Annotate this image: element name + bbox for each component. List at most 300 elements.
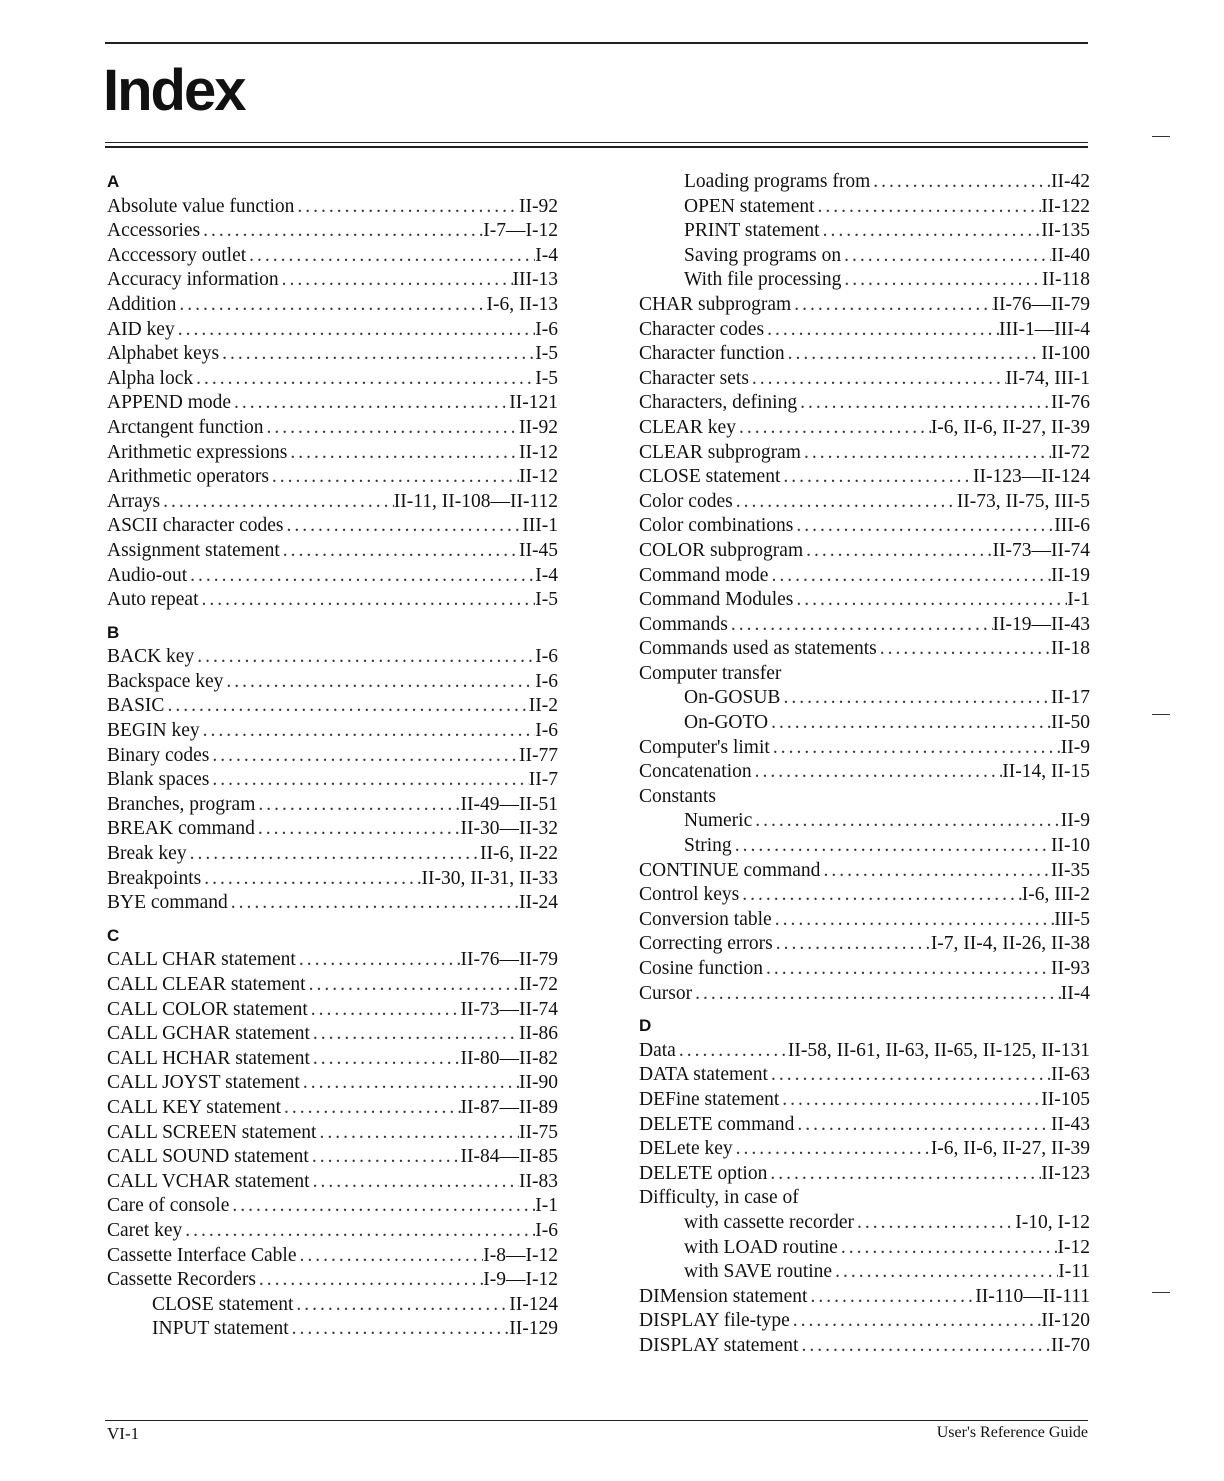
index-entry (107, 1170, 558, 1195)
index-entry (639, 957, 1090, 982)
dot-leader (780, 686, 1051, 711)
index-entry (639, 662, 1090, 687)
index-term: Arrays (107, 490, 161, 512)
index-page-ref: II-123—II-124 (973, 466, 1090, 488)
index-page-ref: I-7—I-12 (483, 220, 558, 242)
index-term: Computer transfer (639, 662, 782, 684)
section-letter: A (107, 172, 120, 191)
index-entry (639, 318, 1090, 343)
top-rule (105, 42, 1088, 44)
dot-leader (870, 170, 1051, 195)
index-entry (107, 219, 558, 244)
index-subentry (639, 219, 1090, 244)
index-entry (107, 842, 558, 867)
index-page-ref: I-6 (535, 670, 558, 692)
index-column-left (107, 170, 558, 1342)
index-entry (639, 760, 1090, 785)
index-page-ref: I-1 (1067, 589, 1090, 611)
index-page-ref: III-1—III-4 (999, 318, 1090, 340)
index-page-ref: II-73, II-75, III-5 (956, 490, 1090, 512)
dot-leader (785, 342, 1042, 367)
index-page-ref: II-11, II-108—II-112 (393, 490, 558, 512)
dot-leader (877, 637, 1051, 662)
index-page-ref: II-9 (1060, 810, 1090, 832)
index-entry (107, 195, 558, 220)
index-entry (639, 859, 1090, 884)
index-entry (107, 817, 558, 842)
index-subentry (639, 1211, 1090, 1236)
index-term: Audio-out (107, 564, 188, 586)
dot-leader (793, 588, 1067, 613)
dot-leader (231, 391, 509, 416)
dot-leader (279, 268, 513, 293)
index-term: ASCII character codes (107, 515, 284, 537)
index-entry (107, 891, 558, 916)
index-term: OPEN statement (684, 195, 815, 217)
index-entry (107, 1268, 558, 1293)
index-entry (107, 1244, 558, 1269)
index-term: BACK key (107, 646, 195, 668)
index-page-ref: II-2 (528, 695, 558, 717)
index-page-ref: II-110—II-111 (975, 1285, 1090, 1307)
index-page-ref: II-80—II-82 (460, 1047, 558, 1069)
index-page-ref: I-6 (535, 1219, 558, 1241)
index-page-ref: I-5 (535, 367, 558, 389)
index-page-ref: II-42 (1051, 171, 1090, 192)
index-term: BEGIN key (107, 720, 200, 742)
index-page-ref: II-83 (519, 1170, 558, 1192)
index-entry (107, 342, 558, 367)
index-term: BYE command (107, 892, 228, 914)
index-page-ref: III-13 (512, 269, 558, 291)
index-entry (107, 490, 558, 515)
index-term: DIMension statement (639, 1285, 808, 1307)
index-entry (639, 539, 1090, 564)
index-subentry (639, 809, 1090, 834)
dot-leader (791, 293, 992, 318)
index-term: with SAVE routine (684, 1261, 833, 1283)
index-term: Characters, defining (639, 392, 798, 414)
index-term: Character function (639, 343, 785, 365)
index-page-ref: II-118 (1041, 269, 1090, 291)
dot-leader (794, 1113, 1051, 1138)
dot-leader (316, 1121, 519, 1146)
dot-leader (200, 719, 536, 744)
index-page-ref: III-5 (1054, 908, 1090, 930)
dot-leader (294, 195, 519, 220)
index-term: Cursor (639, 982, 693, 1004)
index-subentry (639, 686, 1090, 711)
index-term: Commands used as statements (639, 638, 877, 660)
dot-leader (293, 1293, 509, 1318)
index-term: On-GOSUB (684, 687, 781, 709)
index-term: with LOAD routine (684, 1236, 838, 1258)
index-term: Correcting errors (639, 933, 773, 955)
index-entry (107, 416, 558, 441)
index-term: Acccessory outlet (107, 244, 247, 266)
index-term: Character sets (639, 367, 749, 389)
index-entry (107, 768, 558, 793)
index-entry (639, 564, 1090, 589)
index-column-right (639, 170, 1090, 1359)
index-term: CLOSE statement (639, 466, 781, 488)
dot-leader (296, 948, 461, 973)
dot-leader (854, 1211, 1015, 1236)
index-term: DELETE option (639, 1162, 768, 1184)
index-term: APPEND mode (107, 392, 232, 414)
index-term: Arithmetic operators (107, 466, 269, 488)
index-page-ref: II-100 (1041, 343, 1090, 365)
index-term: BREAK command (107, 818, 255, 840)
dot-leader (255, 817, 461, 842)
index-entry (639, 441, 1090, 466)
dot-leader (187, 564, 535, 589)
dot-leader (194, 645, 535, 670)
index-page-ref: I-4 (535, 564, 558, 586)
index-entry (639, 391, 1090, 416)
index-page-ref: II-105 (1041, 1088, 1090, 1110)
index-entry (639, 367, 1090, 392)
index-entry (107, 1121, 558, 1146)
index-page-ref: II-73—II-74 (992, 539, 1090, 561)
dot-leader (803, 539, 992, 564)
index-term: Command mode (639, 564, 769, 586)
index-page-ref: I-12 (1057, 1236, 1090, 1258)
index-entry (639, 1063, 1090, 1088)
dot-leader (793, 514, 1054, 539)
index-entry (107, 998, 558, 1023)
index-term: Alpha lock (107, 367, 194, 389)
dot-leader (749, 367, 1006, 392)
dot-leader (770, 736, 1061, 761)
index-entry (107, 1145, 558, 1170)
index-page-ref: III-1 (522, 515, 558, 537)
index-entry (107, 694, 558, 719)
index-page-ref: II-122 (1041, 195, 1090, 217)
dot-leader (733, 490, 957, 515)
index-page-ref: II-18 (1051, 638, 1090, 660)
index-entry (639, 1137, 1090, 1162)
index-term: Cassette Interface Cable (107, 1244, 297, 1266)
index-page-ref: II-43 (1051, 1113, 1090, 1135)
dot-leader (767, 1162, 1041, 1187)
index-entry (107, 268, 558, 293)
margin-mark (1152, 714, 1170, 715)
index-page-ref: II-19 (1051, 564, 1090, 586)
index-term: CHAR subprogram (639, 293, 792, 315)
index-entry (107, 244, 558, 269)
dot-leader (773, 932, 931, 957)
dot-leader (264, 416, 520, 441)
index-page-ref: II-74, III-1 (1005, 367, 1090, 389)
index-page-ref: II-92 (519, 195, 558, 217)
index-page-ref: II-129 (509, 1318, 558, 1340)
index-page-ref: I-6, II-6, II-27, II-39 (930, 416, 1090, 438)
index-entry (639, 1186, 1090, 1211)
dot-leader (306, 973, 519, 998)
index-entry (107, 1219, 558, 1244)
index-page-ref: I-7, II-4, II-26, II-38 (930, 933, 1090, 955)
index-entry (639, 883, 1090, 908)
index-entry (639, 465, 1090, 490)
index-term: DATA statement (639, 1064, 768, 1086)
index-entry (107, 588, 558, 613)
dot-leader (182, 1219, 535, 1244)
index-term: DISPLAY statement (639, 1334, 799, 1356)
dot-leader (280, 539, 519, 564)
index-term: Breakpoints (107, 867, 202, 889)
index-page-ref: I-6, III-2 (1021, 884, 1090, 906)
index-term: Branches, program (107, 793, 256, 815)
index-page-ref: II-50 (1051, 712, 1090, 734)
index-term: CONTINUE command (639, 859, 821, 881)
index-page-ref: II-63 (1051, 1064, 1090, 1086)
index-term: Computer's limit (639, 736, 770, 758)
index-term: DEFine statement (639, 1088, 780, 1110)
index-page-ref: II-76 (1051, 392, 1090, 414)
page-number: VI-1 (107, 1424, 140, 1443)
dot-leader (732, 834, 1051, 859)
index-entry (639, 908, 1090, 933)
index-page-ref: I-4 (535, 244, 558, 266)
index-page-ref: II-45 (519, 539, 558, 561)
dot-leader (201, 867, 421, 892)
margin-mark (1152, 1292, 1170, 1293)
index-term: Blank spaces (107, 769, 210, 791)
index-page-ref: II-19—II-43 (992, 613, 1090, 635)
index-entry (639, 1309, 1090, 1334)
dot-leader (768, 711, 1051, 736)
dot-leader (807, 1285, 975, 1310)
dot-leader (209, 768, 528, 793)
index-subentry (639, 834, 1090, 859)
index-term: CALL GCHAR statement (107, 1023, 310, 1045)
index-entry (639, 1113, 1090, 1138)
index-term: CALL COLOR statement (107, 998, 308, 1020)
title-double-rule (105, 142, 1088, 148)
index-entry (107, 1071, 558, 1096)
index-entry (107, 441, 558, 466)
index-entry (107, 867, 558, 892)
dot-leader (779, 1088, 1041, 1113)
dot-leader (772, 908, 1055, 933)
dot-leader (752, 760, 1003, 785)
dot-leader (310, 1022, 519, 1047)
dot-leader (193, 367, 535, 392)
index-page-ref: I-6 (535, 646, 558, 668)
index-term: Saving programs on (684, 244, 842, 266)
index-term: CALL HCHAR statement (107, 1047, 310, 1069)
index-subentry (639, 711, 1090, 736)
index-page-ref: I-5 (535, 343, 558, 365)
index-term: Numeric (684, 810, 753, 832)
dot-leader (228, 891, 519, 916)
dot-leader (768, 564, 1051, 589)
index-entry (107, 391, 558, 416)
index-term: PRINT statement (684, 220, 820, 242)
index-entry (107, 1194, 558, 1219)
dot-leader (739, 883, 1022, 908)
index-page-ref: III-6 (1054, 515, 1090, 537)
index-subentry (639, 195, 1090, 220)
index-term: Arithmetic expressions (107, 441, 288, 463)
index-term: DELETE command (639, 1113, 795, 1135)
index-entry (639, 736, 1090, 761)
dot-leader (310, 1047, 461, 1072)
index-page-ref: II-77 (519, 744, 558, 766)
index-term: Conversion table (639, 908, 772, 930)
index-page-ref: II-73—II-74 (460, 998, 558, 1020)
index-subentry (639, 170, 1090, 195)
index-page-ref: II-76—II-79 (460, 949, 558, 971)
dot-leader (841, 244, 1051, 269)
dot-leader (832, 1260, 1058, 1285)
dot-leader (797, 391, 1051, 416)
index-entry (107, 793, 558, 818)
dot-leader (841, 268, 1042, 293)
dot-leader (289, 1317, 510, 1342)
dot-leader (752, 809, 1061, 834)
dot-leader (309, 1145, 461, 1170)
index-term: CALL SCREEN statement (107, 1121, 317, 1143)
index-term: CALL CHAR statement (107, 949, 296, 971)
index-entry (639, 490, 1090, 515)
index-subentry (639, 1260, 1090, 1285)
dot-leader (780, 465, 973, 490)
index-entry (639, 1039, 1090, 1064)
index-term: Arctangent function (107, 416, 264, 438)
section-letter: B (107, 622, 120, 642)
index-page-ref: II-84—II-85 (460, 1146, 558, 1168)
index-entry (107, 670, 558, 695)
dot-leader (310, 1170, 519, 1195)
index-page-ref: I-6 (535, 318, 558, 340)
index-page-ref: II-7 (528, 769, 558, 791)
index-page-ref: II-93 (1051, 958, 1090, 979)
index-page-ref: II-135 (1041, 220, 1090, 242)
dot-leader (209, 744, 519, 769)
dot-leader (200, 219, 483, 244)
index-page-ref: II-40 (1051, 244, 1090, 266)
dot-leader (297, 1244, 484, 1269)
index-term: with cassette recorder (684, 1211, 854, 1233)
index-term: DISPLAY file-type (639, 1310, 790, 1332)
dot-leader (820, 219, 1042, 244)
index-entry (639, 1162, 1090, 1187)
index-term: Constants (639, 785, 716, 807)
index-page-ref: II-70 (1051, 1334, 1090, 1356)
footer-rule (105, 1420, 1088, 1421)
index-page-ref: II-12 (519, 466, 558, 488)
index-entry (107, 719, 558, 744)
index-entry (107, 367, 558, 392)
index-term: Assignment statement (107, 539, 280, 561)
dot-leader (815, 195, 1042, 220)
index-page-ref: II-124 (509, 1293, 558, 1315)
index-entry (107, 564, 558, 589)
index-entry (639, 514, 1090, 539)
index-entry (107, 973, 558, 998)
index-page-ref: II-14, II-15 (1002, 761, 1090, 783)
index-term: Cassette Recorders (107, 1269, 256, 1291)
index-term: Color codes (639, 490, 733, 512)
index-page-ref: II-123 (1041, 1162, 1090, 1184)
index-entry (107, 948, 558, 973)
index-entry (639, 588, 1090, 613)
index-term: Auto repeat (107, 589, 199, 611)
index-term: CLEAR subprogram (639, 441, 801, 463)
index-term: CALL SOUND statement (107, 1146, 309, 1168)
dot-leader (692, 982, 1061, 1007)
dot-leader (768, 1063, 1051, 1088)
index-entry (107, 744, 558, 769)
dot-leader (223, 670, 535, 695)
index-term: On-GOTO (684, 712, 769, 734)
index-term: Absolute value function (107, 195, 295, 217)
index-entry (639, 982, 1090, 1007)
dot-leader (281, 1096, 461, 1121)
index-page-ref: II-30—II-32 (460, 818, 558, 840)
running-footer: User's Reference Guide (936, 1424, 1088, 1441)
index-term: With file processing (684, 269, 842, 291)
index-page-ref: I-1 (535, 1195, 558, 1217)
index-entry (107, 1096, 558, 1121)
dot-leader (838, 1236, 1058, 1261)
index-entry (639, 293, 1090, 318)
index-subentry (639, 244, 1090, 269)
dot-leader (160, 490, 394, 515)
dot-leader (728, 613, 993, 638)
margin-mark (1152, 136, 1170, 137)
dot-leader (199, 588, 536, 613)
index-entry (107, 318, 558, 343)
index-page-ref: II-35 (1051, 859, 1090, 881)
index-page-ref: II-92 (519, 416, 558, 438)
index-term: Color combinations (639, 515, 794, 537)
index-term: CALL KEY statement (107, 1096, 282, 1118)
index-entry (107, 539, 558, 564)
index-term: Cosine function (639, 958, 764, 979)
index-entry (107, 1047, 558, 1072)
index-entry (107, 514, 558, 539)
dot-leader (764, 318, 999, 343)
index-entry (107, 293, 558, 318)
index-term: AID key (107, 318, 175, 340)
index-term: Character codes (639, 318, 765, 340)
index-term: Caret key (107, 1219, 183, 1241)
index-entry (639, 613, 1090, 638)
index-entry (107, 465, 558, 490)
index-page-ref: II-90 (519, 1072, 558, 1094)
index-subentry (639, 268, 1090, 293)
dot-leader (284, 514, 523, 539)
index-term: Backspace key (107, 670, 224, 692)
index-term: Data (639, 1039, 676, 1061)
index-term: Control keys (639, 884, 740, 906)
index-term: COLOR subprogram (639, 539, 804, 561)
dot-leader (255, 793, 460, 818)
index-term: Accessories (107, 220, 201, 242)
index-entry (107, 645, 558, 670)
dot-leader (676, 1039, 788, 1064)
index-page-ref: I-8—I-12 (483, 1244, 558, 1266)
index-page-ref: II-72 (519, 974, 558, 995)
index-page-ref: II-10 (1051, 835, 1090, 857)
index-term: Concatenation (639, 761, 752, 783)
index-entry (639, 1334, 1090, 1359)
index-entry (639, 416, 1090, 441)
dot-leader (790, 1309, 1042, 1334)
